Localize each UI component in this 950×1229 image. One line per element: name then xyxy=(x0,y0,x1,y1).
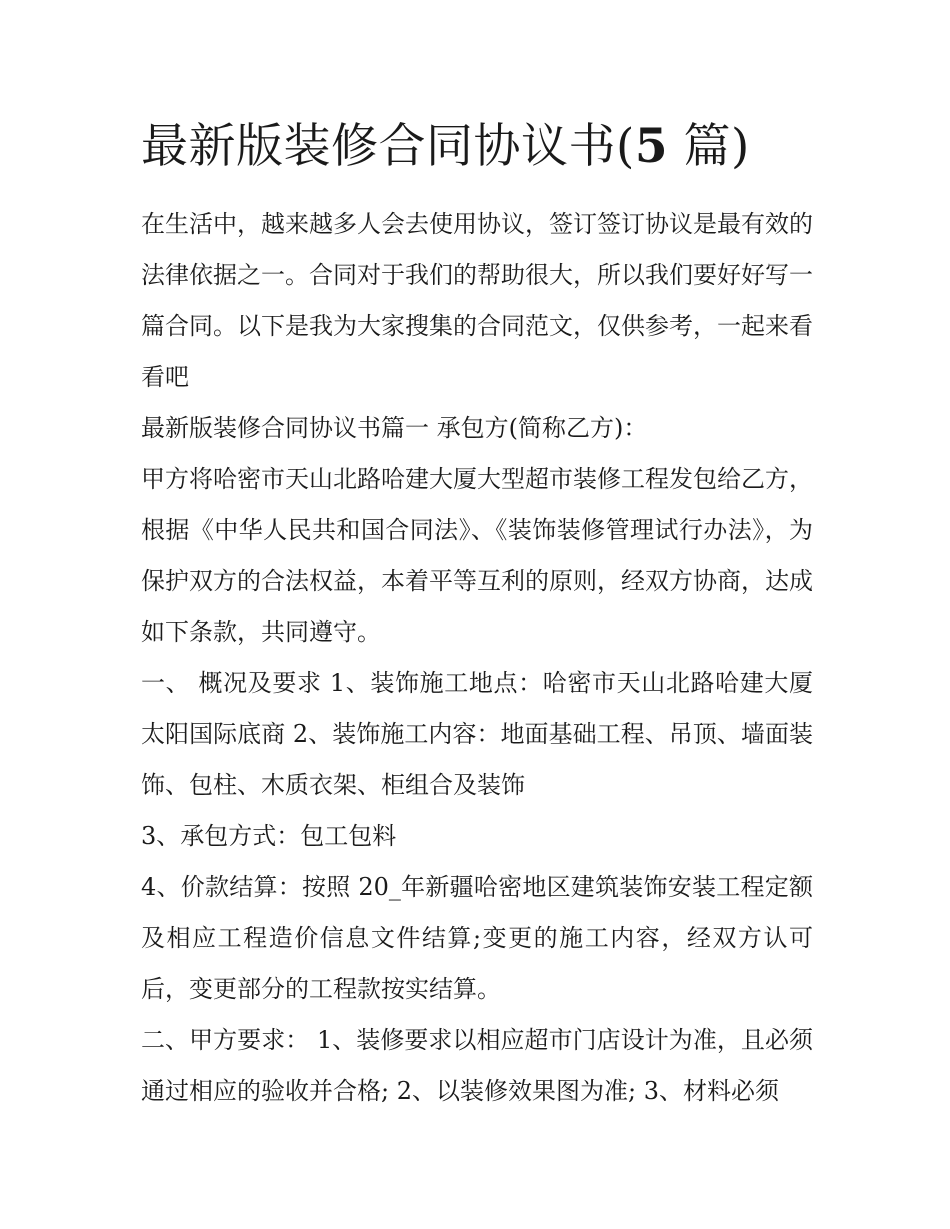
section-heading: 最新版装修合同协议书篇一 承包方(简称乙方)： xyxy=(141,414,648,442)
clause-party-a-requirements: 二、甲方要求： 1、装修要求以相应超市门店设计为准，且必须通过相应的验收并合格; 2、以装修效果图为准; 3、材料必须 xyxy=(141,1026,813,1105)
document-title xyxy=(141,112,813,182)
title-suffix: 篇) xyxy=(668,119,750,174)
title-number: 5 xyxy=(634,119,669,174)
title-prefix: 最新版装修合同协议书( xyxy=(141,119,635,174)
intro-paragraph: 在生活中，越来越多人会去使用协议，签订签订协议是最有效的法律依据之一。合同对于我们的帮助很大，所以我们要好好写一篇合同。以下是我为大家搜集的合同范文，仅供参考，一起来看看吧 xyxy=(141,210,813,391)
preamble-paragraph: 甲方将哈密市天山北路哈建大厦大型超市装修工程发包给乙方，根据《中华人民共和国合同法》、《装饰装修管理试行办法》，为保护双方的合法权益，本着平等互利的原则，经双方协商，达成如下条款，共同遵守。 xyxy=(141,465,813,646)
clause-overview: 一、 概况及要求 1、装饰施工地点：哈密市天山北路哈建大厦太阳国际底商 2、装饰施工内容：地面基础工程、吊顶、墙面装饰、包柱、木质衣架、柜组合及装饰 xyxy=(141,669,813,799)
clause-price-settlement: 4、价款结算：按照 20_年新疆哈密地区建筑装饰安装工程定额及相应工程造价信息文件结算;变更的施工内容，经双方认可后，变更部分的工程款按实结算。 xyxy=(141,873,813,1003)
document-page xyxy=(141,112,813,1117)
clause-contract-method: 3、承包方式：包工包料 xyxy=(141,822,397,850)
document-body xyxy=(141,199,813,1117)
